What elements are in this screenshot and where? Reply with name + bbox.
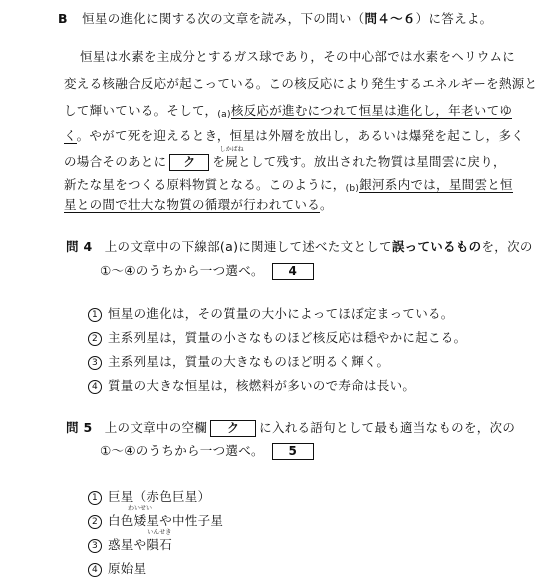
question-4-instruction [100,261,317,280]
q4-option-1[interactable] [88,304,454,322]
option-text: 原始星 [108,561,147,576]
underlined-passage-b-end: 星との間で壮大な物質の循環が行われている [64,197,321,212]
passage-text: 。やがて死を迎えるとき，恒星は外層を放出し，あるいは爆発を起こし，多く [76,128,525,143]
option-number: 4 [88,380,102,394]
underlined-passage-a-end: く [64,128,77,143]
option-number: 4 [88,563,102,577]
question-4-label: 問 4 [66,239,93,254]
q4-option-4[interactable] [88,376,415,394]
option-number: 1 [88,308,102,322]
passage-text: 新たな星をつくる原料物質となる。このように， [64,177,346,192]
passage-line-2: 変える核融合反応が起こっている。この核反応により発生するエネルギーを熱源と [64,76,537,91]
passage-text: の場合そのあとに [64,154,167,169]
ruby-word [146,529,173,553]
question-4-stem-text-end: を，次の [481,239,533,254]
ruby-word [219,146,244,170]
question-4-stem-text: 上の文章中の下線部(a)に関連して述べた文として [104,239,392,254]
question-5-stem-text: 上の文章中の空欄 [104,420,208,435]
ruby-word [128,505,153,529]
question-5-instruction-text: ①～④のうちから一つ選べ。 [100,443,264,458]
ruby-base: 屍 [225,154,239,169]
option-number: 3 [88,539,102,553]
question-4-instruction-text: ①～④のうちから一つ選べ。 [100,263,264,278]
option-text: 主系列星は，質量の小さなものほど核反応は穏やかに起こる。 [108,330,467,345]
answer-box-5: 5 [272,443,314,460]
passage-text: として残す。放出された物質は星間雲に戻り， [238,154,506,169]
passage-line-4 [64,126,524,144]
q4-option-3[interactable] [88,352,389,370]
option-text: 恒星の進化は，その質量の大小によってほぼ定まっている。 [108,306,454,321]
answer-box-4: 4 [272,263,314,280]
passage-line-6 [64,175,513,194]
passage-text: 。 [320,197,333,212]
question-5-instruction [100,441,317,460]
underline-marker-a: (a) [217,110,231,120]
option-text: 惑星や [108,537,147,552]
underlined-passage-a: 核反応が進むにつれて恒星は進化し，年老いてゆ [230,103,513,118]
underlined-passage-b: 銀河系内では，星間雲と恒 [359,177,513,192]
ruby-reading: わいせい [128,505,153,512]
option-number: 2 [88,515,102,529]
option-text: 主系列星は，質量の大きなものほど明るく輝く。 [108,354,390,369]
section-header [58,9,492,27]
question-5-stem [66,418,515,437]
answer-blank-ku: ク [169,154,209,171]
section-label: B [58,11,68,26]
section-intro: 恒星の進化に関する次の文章を読み，下の問い（ [82,11,365,26]
passage-text: を [212,154,226,169]
option-text: 質量の大きな恒星は，核燃料が多いので寿命は長い。 [108,378,416,393]
option-text: 星や中性子星 [146,513,224,528]
passage-line-3 [64,101,512,120]
section-intro-end: ）に答えよ。 [415,11,493,26]
q5-option-4[interactable] [88,559,146,577]
option-text: 白色 [108,513,134,528]
ruby-base: 矮 [133,513,147,528]
question-4-stem [66,237,533,255]
q5-option-3[interactable] [88,529,173,553]
passage-line-7 [64,195,333,213]
answer-blank-ku: ク [210,420,256,437]
q4-option-2[interactable] [88,328,466,346]
passage-text: して輝いている。そして， [64,103,218,118]
question-4-emphasis: 誤っているもの [391,239,482,254]
underline-marker-b: (b) [345,184,360,194]
question-5-stem-text-end: に入れる語句として最も適当なものを，次の [259,420,516,435]
option-number: 3 [88,356,102,370]
passage-line-5 [64,146,506,171]
option-number: 2 [88,332,102,346]
passage-line-1: 恒星は水素を主成分とするガス球であり，その中心部では水素をヘリウムに [80,49,516,64]
ruby-base: 隕石 [146,537,173,552]
option-number: 1 [88,491,102,505]
option-text: 巨星（赤色巨星） [108,489,211,504]
section-question-range: 問４～６ [364,11,416,26]
ruby-reading: しかばね [219,146,244,153]
ruby-reading: いんせき [147,529,172,536]
question-5-label: 問 5 [66,420,93,435]
